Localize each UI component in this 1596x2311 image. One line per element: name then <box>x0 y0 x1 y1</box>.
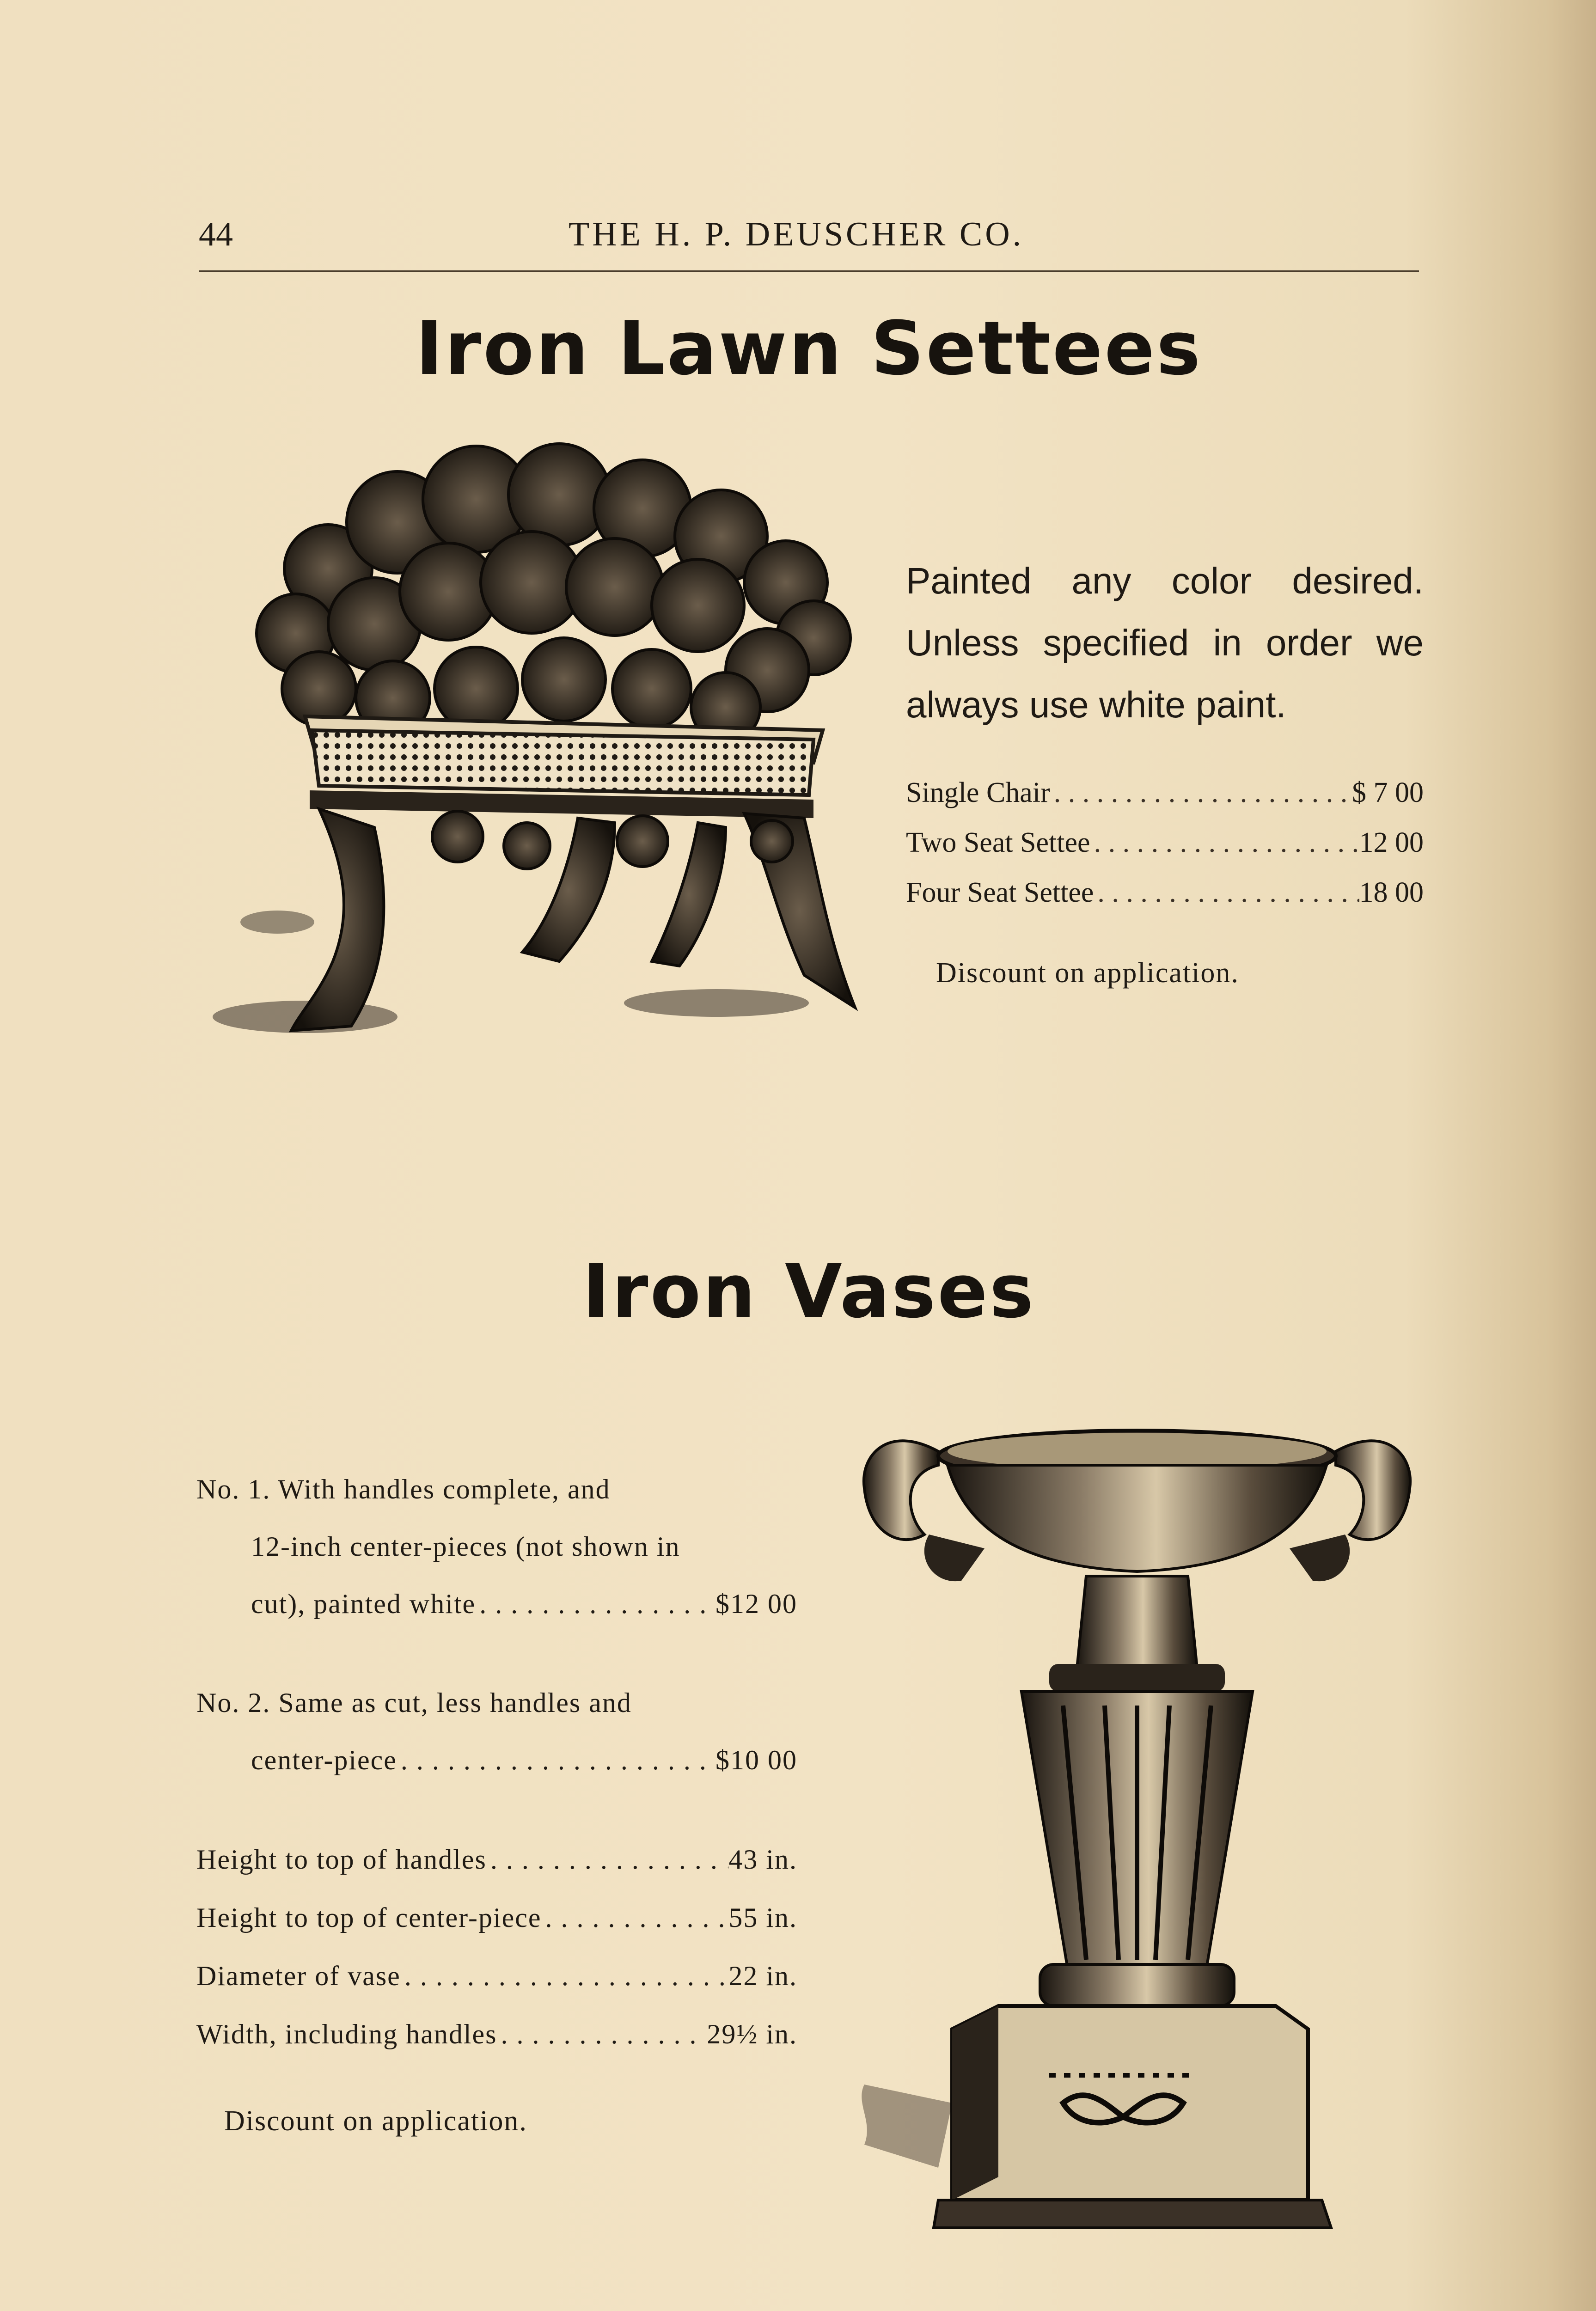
header-rule <box>199 270 1419 272</box>
vase-item-1 <box>196 1461 797 1632</box>
spec-label: Diameter of vase <box>196 1961 401 1991</box>
spec-label: Height to top of handles <box>196 1844 487 1875</box>
vases-title: Iron Vases <box>582 1248 1035 1334</box>
settee-discount-note: Discount on application. <box>936 957 1239 989</box>
leader-dots <box>497 2005 707 2063</box>
price-row-value: $ 7 00 <box>1352 777 1424 808</box>
leader-dots <box>542 1889 729 1947</box>
item-1-line-1: No. 1. With handles complete, and <box>196 1474 611 1504</box>
price-row-two-seat-settee <box>906 826 1424 876</box>
item-2-line-1: No. 2. Same as cut, less handles and <box>196 1687 632 1718</box>
item-1-line-2: 12-inch center-pieces (not shown in <box>251 1531 680 1562</box>
price-row-label: Two Seat Settee <box>906 827 1090 858</box>
spec-value: 22 in. <box>728 1961 797 1991</box>
item-2-line-2 <box>196 1731 797 1789</box>
page-header <box>199 210 1419 280</box>
leader-dots <box>1050 776 1352 809</box>
leader-dots <box>401 1947 729 2005</box>
spec-value: 29½ in. <box>707 2019 797 2049</box>
leader-dots <box>397 1731 715 1789</box>
spec-value: 55 in. <box>728 1902 797 1933</box>
spec-row <box>196 1947 797 2005</box>
spec-row <box>196 2005 797 2063</box>
spec-value: 43 in. <box>728 1844 797 1875</box>
price-row-label: Single Chair <box>906 777 1050 808</box>
price-row-single-chair <box>906 776 1424 826</box>
spec-label: Width, including handles <box>196 2019 497 2049</box>
price-row-four-seat-settee <box>906 876 1424 926</box>
vase-item-2 <box>196 1674 797 1789</box>
settee-illustration <box>199 430 892 1077</box>
item-1-price: $12 00 <box>715 1589 797 1619</box>
spec-row <box>196 1889 797 1947</box>
price-row-label: Four Seat Settee <box>906 877 1094 908</box>
leader-dots <box>487 1830 728 1889</box>
leader-dots <box>1090 826 1359 859</box>
leader-dots <box>1094 876 1359 909</box>
running-title: THE H. P. DEUSCHER CO. <box>569 215 1024 253</box>
item-2-price: $10 00 <box>715 1745 797 1775</box>
page-number: 44 <box>199 215 233 253</box>
vase-descriptions <box>196 1461 797 2138</box>
vase-illustration <box>846 1382 1433 2260</box>
settee-price-list <box>906 776 1424 926</box>
settees-title: Iron Lawn Settees <box>415 305 1203 391</box>
vase-discount-note: Discount on application. <box>224 2105 527 2137</box>
spec-row <box>196 1830 797 1889</box>
item-1-line-3-text: cut), painted white <box>251 1589 476 1619</box>
item-2-line-2-text: center-piece <box>251 1745 397 1775</box>
price-row-value: 18 00 <box>1359 877 1424 908</box>
leader-dots <box>476 1575 715 1632</box>
paint-note: Painted any color desired. Unless specified in order we always use white paint. <box>906 560 1424 725</box>
vase-specs <box>196 1830 797 2063</box>
item-1-line-3 <box>196 1575 797 1632</box>
spec-label: Height to top of center-piece <box>196 1902 542 1933</box>
price-row-value: 12 00 <box>1359 827 1424 858</box>
